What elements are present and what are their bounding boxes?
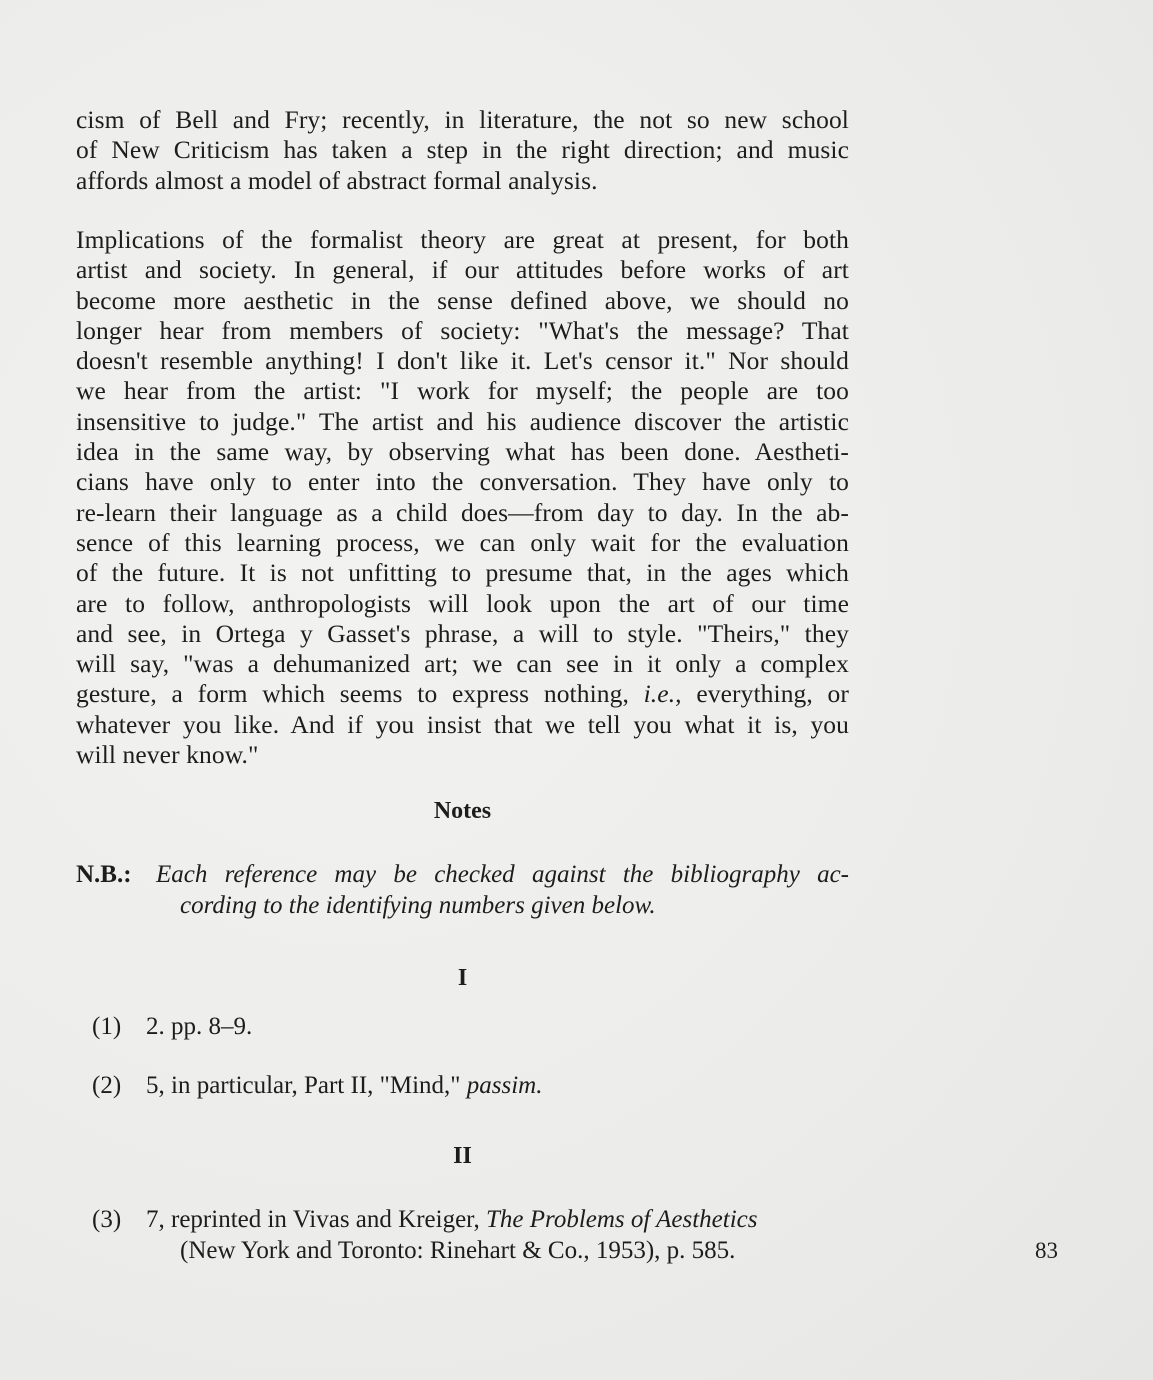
paragraph-1 [76, 105, 849, 196]
text-line: longer hear from members of society: "What's the message? That [76, 315, 849, 345]
text-line: cians have only to enter into the conversation. They have only to [76, 467, 849, 497]
nb-text-line: cording to the identifying numbers given below. [180, 891, 656, 919]
footnote-number: (1) [92, 1013, 122, 1040]
footnote-3 [92, 1205, 852, 1266]
text-line: we hear from the artist: "I work for myself; the people are too [76, 376, 849, 406]
section-numeral-1: I [457, 965, 468, 991]
text-line: of the future. It is not unfitting to presume that, in the ages which [76, 558, 849, 588]
paragraph-2 [76, 225, 849, 770]
footnote-line [92, 1205, 852, 1236]
text-line: idea in the same way, by observing what has been done. Aestheti- [76, 437, 849, 467]
footnote-number: (2) [92, 1072, 122, 1099]
footnote-italic: passim. [466, 1072, 543, 1099]
nb-text-line: Each reference may be checked against the bibliography ac- [156, 861, 849, 888]
footnote-2 [92, 1071, 542, 1102]
text-line: insensitive to judge." The artist and his audience discover the artistic [76, 406, 849, 436]
text-line: doesn't resemble anything! I don't like it. Let's censor it." Nor should [76, 346, 849, 376]
footnote-italic: The Problems of Aesthetics [486, 1206, 758, 1233]
italic-fragment: i.e., [643, 679, 682, 709]
footnote-text: 5, in particular, Part II, "Mind," [146, 1072, 467, 1099]
text-line: cism of Bell and Fry; recently, in literature, the not so new school [76, 105, 849, 134]
section-numeral-2: II [453, 1143, 472, 1169]
text-line: are to follow, anthropologists will look upon the art of our time [76, 588, 849, 618]
text-line: will never know." [76, 740, 259, 770]
text-line: sence of this learning process, we can only wait for the evaluation [76, 527, 849, 557]
text-line: and see, in Ortega y Gasset's phrase, a will to style. "Theirs," they [76, 618, 849, 648]
text-line: whatever you like. And if you insist that we tell you what it is, you [76, 709, 849, 739]
notes-heading: Notes [433, 798, 492, 824]
text-line: re-learn their language as a child does—from day to day. In the ab- [76, 497, 849, 527]
text-line [76, 679, 849, 709]
text-line: become more aesthetic in the sense defined above, we should no [76, 285, 849, 315]
nb-text [156, 860, 849, 921]
text-line: of New Criticism has taken a step in the right direction; and music [76, 135, 849, 165]
text-fragment: gesture, a form which seems to express nothing, [76, 679, 644, 709]
footnote-line: (New York and Toronto: Rinehart & Co., 1953), p. 585. [180, 1236, 736, 1264]
footnote-number: (3) [92, 1206, 122, 1233]
footnote-1 [92, 1012, 252, 1043]
footnote-text: 2. pp. 8–9. [146, 1013, 253, 1040]
text-line: affords almost a model of abstract formal analysis. [76, 165, 598, 195]
nb-label: N.B.: [76, 861, 132, 888]
footnote-text: 7, reprinted in Vivas and Kreiger, [146, 1206, 486, 1233]
text-fragment: everything, or [681, 679, 849, 709]
page-number: 83 [1035, 1238, 1058, 1263]
text-line: will say, "was a dehumanized art; we can see in it only a complex [76, 649, 849, 679]
text-line: artist and society. In general, if our attitudes before works of art [76, 255, 849, 285]
text-line: Implications of the formalist theory are great at present, for both [76, 225, 849, 254]
